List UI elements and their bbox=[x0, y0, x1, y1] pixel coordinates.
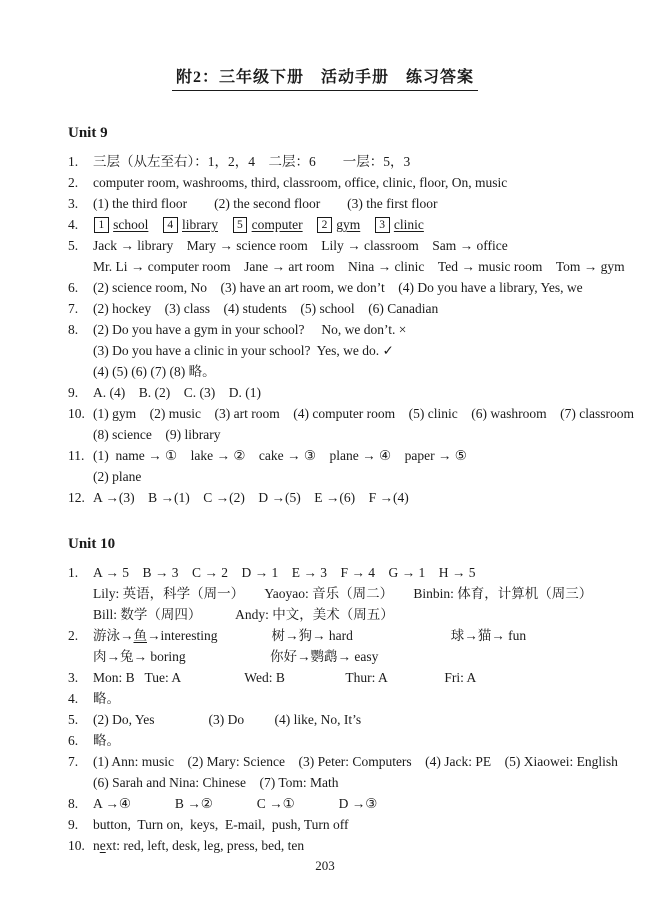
answer-line bbox=[93, 298, 598, 319]
answer-line bbox=[93, 751, 618, 772]
text-segment: (2) plane bbox=[93, 469, 142, 484]
text-segment bbox=[360, 217, 374, 232]
boxed-number: 5 bbox=[233, 217, 248, 233]
text-segment: (2) Do, Yes (3) Do (4) like, No, It’s bbox=[93, 712, 362, 727]
text-segment: xt: red, left, desk, leg, press, bed, ten bbox=[105, 838, 305, 853]
underlined-text: computer bbox=[251, 217, 303, 232]
text-segment: (4) (5) (6) (7) (8) 略。 bbox=[93, 364, 216, 379]
item-number: 5. bbox=[68, 712, 79, 727]
text-segment: Bill: 数学（周四） Andy: 中文，美术（周五） bbox=[93, 607, 394, 622]
answer-line bbox=[93, 235, 598, 256]
page-title: 附2：三年级下册 活动手册 练习答案 bbox=[172, 64, 478, 91]
item-number: 8. bbox=[68, 796, 79, 811]
answer-item bbox=[68, 835, 598, 856]
answer-item bbox=[68, 751, 618, 793]
text-segment: n bbox=[93, 838, 100, 853]
item-number: 10. bbox=[68, 406, 85, 421]
item-body bbox=[93, 751, 618, 793]
text-segment: Lily: 英语，科学（周一） Yaoyao: 音乐（周二） Binbin: 体育，计算机（周三） bbox=[93, 586, 593, 601]
text-segment: Jack → library Mary → science room Lily → classroom Sam → office bbox=[93, 238, 508, 253]
answer-line bbox=[93, 562, 598, 583]
answer-line bbox=[93, 445, 598, 466]
underlined-text: clinic bbox=[393, 217, 424, 232]
text-segment: 球→猫→ fun bbox=[450, 628, 527, 643]
item-number: 6. bbox=[68, 733, 79, 748]
answer-item bbox=[68, 709, 598, 730]
text-segment: 略。 bbox=[93, 691, 120, 706]
answer-item bbox=[68, 151, 598, 172]
item-number: 2. bbox=[68, 628, 79, 643]
text-segment: A →④ B →② C →① D →③ bbox=[93, 796, 378, 811]
item-body bbox=[93, 688, 598, 709]
page-number: 203 bbox=[315, 858, 335, 873]
item-body bbox=[93, 235, 625, 277]
answer-item bbox=[68, 172, 598, 193]
section-heading: Unit 10 bbox=[68, 536, 116, 552]
answer-line bbox=[93, 604, 598, 625]
item-body bbox=[93, 667, 598, 688]
item-body bbox=[93, 793, 598, 814]
item-number: 5. bbox=[68, 238, 79, 253]
text-segment: (1) gym (2) music (3) art room (4) computer room (5) clinic (6) washroom (7) classroom bbox=[93, 406, 634, 421]
item-number: 12. bbox=[68, 490, 85, 505]
answer-line bbox=[93, 172, 598, 193]
item-number: 4. bbox=[68, 691, 79, 706]
text-segment: 肉→兔→ boring bbox=[93, 649, 186, 664]
text-segment: Mon: B Tue: A Wed: B Thur: A Fri: A bbox=[93, 670, 477, 685]
section-heading: Unit 9 bbox=[68, 125, 108, 141]
answer-line bbox=[93, 793, 598, 814]
answer-line bbox=[93, 361, 598, 382]
text-segment: (3) Do you have a clinic in your school? Yes, we do. ✓ bbox=[93, 343, 394, 358]
text-segment bbox=[218, 217, 232, 232]
text-segment: (2) Do you have a gym in your school? No, we don’t. × bbox=[93, 322, 407, 337]
text-segment: (8) science (9) library bbox=[93, 427, 221, 442]
answer-item bbox=[68, 487, 598, 508]
answer-item bbox=[68, 688, 598, 709]
answer-line bbox=[93, 667, 598, 688]
item-body bbox=[93, 172, 598, 193]
item-number: 9. bbox=[68, 385, 79, 400]
underlined-text: e bbox=[99, 838, 106, 853]
answer-key-content bbox=[68, 123, 634, 856]
answer-item bbox=[68, 193, 598, 214]
underlined-text: library bbox=[182, 217, 218, 232]
answer-item bbox=[68, 562, 598, 625]
answer-item bbox=[68, 382, 598, 403]
text-segment: 树→狗→ hard bbox=[271, 628, 353, 643]
text-segment: 略。 bbox=[93, 733, 120, 748]
answer-item bbox=[68, 235, 625, 277]
text-segment: (2) hockey (3) class (4) students (5) school (6) Canadian bbox=[93, 301, 439, 316]
text-segment bbox=[186, 649, 270, 664]
answer-line bbox=[93, 403, 634, 424]
text-segment: button, Turn on, keys, E-mail, push, Turn off bbox=[93, 817, 349, 832]
answer-line bbox=[93, 583, 598, 604]
answer-line bbox=[93, 382, 598, 403]
item-body bbox=[93, 319, 598, 382]
answer-item bbox=[68, 730, 598, 751]
answer-item bbox=[68, 298, 598, 319]
answer-line bbox=[93, 646, 598, 667]
answer-line bbox=[93, 214, 598, 235]
answer-item bbox=[68, 667, 598, 688]
answer-line bbox=[93, 319, 598, 340]
text-segment: A → 5 B → 3 C → 2 D → 1 E → 3 F → 4 G → 1 H → 5 bbox=[93, 565, 476, 580]
item-body bbox=[93, 814, 598, 835]
item-number: 2. bbox=[68, 175, 79, 190]
title-row bbox=[0, 0, 650, 91]
answer-item bbox=[68, 793, 598, 814]
underlined-text: 鱼 bbox=[133, 628, 147, 643]
answer-line bbox=[93, 625, 598, 646]
text-segment: 你好→鹦鹉→ easy bbox=[270, 649, 379, 664]
answer-line bbox=[93, 256, 625, 277]
item-body bbox=[93, 298, 598, 319]
answer-line bbox=[93, 193, 598, 214]
item-number: 6. bbox=[68, 280, 79, 295]
item-body bbox=[93, 214, 598, 235]
text-segment bbox=[218, 628, 272, 643]
answer-line bbox=[93, 730, 598, 751]
item-body bbox=[93, 151, 598, 172]
text-segment bbox=[353, 628, 451, 643]
answer-line bbox=[93, 340, 598, 361]
answer-line bbox=[93, 709, 598, 730]
answer-line bbox=[93, 277, 598, 298]
item-number: 10. bbox=[68, 838, 85, 853]
text-segment: 三层（从左至右）：1，2，4 二层：6 一层：5，3 bbox=[93, 154, 411, 169]
answer-line bbox=[93, 835, 598, 856]
text-segment: A →(3) B →(1) C →(2) D →(5) E →(6) F →(4) bbox=[93, 490, 409, 505]
item-body bbox=[93, 709, 598, 730]
item-body bbox=[93, 277, 598, 298]
answer-line bbox=[93, 487, 598, 508]
item-number: 1. bbox=[68, 565, 79, 580]
answer-item bbox=[68, 445, 598, 487]
text-segment: →interesting bbox=[147, 628, 218, 643]
item-number: 7. bbox=[68, 301, 79, 316]
answer-item bbox=[68, 625, 598, 667]
item-number: 1. bbox=[68, 154, 79, 169]
item-number: 3. bbox=[68, 196, 79, 211]
text-segment: (2) science room, No (3) have an art room, we don’t (4) Do you have a library, Yes, we bbox=[93, 280, 583, 295]
item-body bbox=[93, 487, 598, 508]
answer-line bbox=[93, 466, 598, 487]
text-segment: (1) name → ① lake → ② cake → ③ plane → ④ paper → ⑤ bbox=[93, 448, 467, 463]
item-body bbox=[93, 562, 598, 625]
text-segment: computer room, washrooms, third, classroom, office, clinic, floor, On, music bbox=[93, 175, 508, 190]
item-number: 4. bbox=[68, 217, 79, 232]
item-body bbox=[93, 445, 598, 487]
item-number: 8. bbox=[68, 322, 79, 337]
item-body bbox=[93, 382, 598, 403]
answer-line bbox=[93, 772, 598, 793]
boxed-number: 2 bbox=[317, 217, 332, 233]
item-number: 7. bbox=[68, 754, 79, 769]
item-body bbox=[93, 193, 598, 214]
text-segment bbox=[148, 217, 162, 232]
boxed-number: 1 bbox=[94, 217, 109, 233]
answer-line bbox=[93, 688, 598, 709]
answer-line bbox=[93, 814, 598, 835]
answer-item bbox=[68, 319, 598, 382]
underlined-text: gym bbox=[336, 217, 361, 232]
boxed-number: 3 bbox=[375, 217, 390, 233]
item-number: 3. bbox=[68, 670, 79, 685]
answer-item bbox=[68, 214, 598, 235]
text-segment: (6) Sarah and Nina: Chinese (7) Tom: Math bbox=[93, 775, 339, 790]
answer-item bbox=[68, 814, 598, 835]
boxed-number: 4 bbox=[163, 217, 178, 233]
text-segment: 游泳→ bbox=[93, 628, 134, 643]
item-number: 9. bbox=[68, 817, 79, 832]
item-body bbox=[93, 625, 598, 667]
item-number: 11. bbox=[68, 448, 85, 463]
text-segment: A. (4) B. (2) C. (3) D. (1) bbox=[93, 385, 261, 400]
answer-line bbox=[93, 151, 598, 172]
answer-line bbox=[93, 424, 598, 445]
text-segment: (1) the third floor (2) the second floor (3) the first floor bbox=[93, 196, 438, 211]
answer-item bbox=[68, 403, 634, 445]
answer-item bbox=[68, 277, 598, 298]
text-segment bbox=[303, 217, 317, 232]
item-body bbox=[93, 730, 598, 751]
text-segment: (1) Ann: music (2) Mary: Science (3) Peter: Computers (4) Jack: PE (5) Xiaowei: English bbox=[93, 754, 618, 769]
item-body bbox=[93, 403, 634, 445]
underlined-text: school bbox=[113, 217, 149, 232]
text-segment: Mr. Li → computer room Jane → art room Nina → clinic Ted → music room Tom → gym bbox=[93, 259, 625, 274]
item-body bbox=[93, 835, 598, 856]
